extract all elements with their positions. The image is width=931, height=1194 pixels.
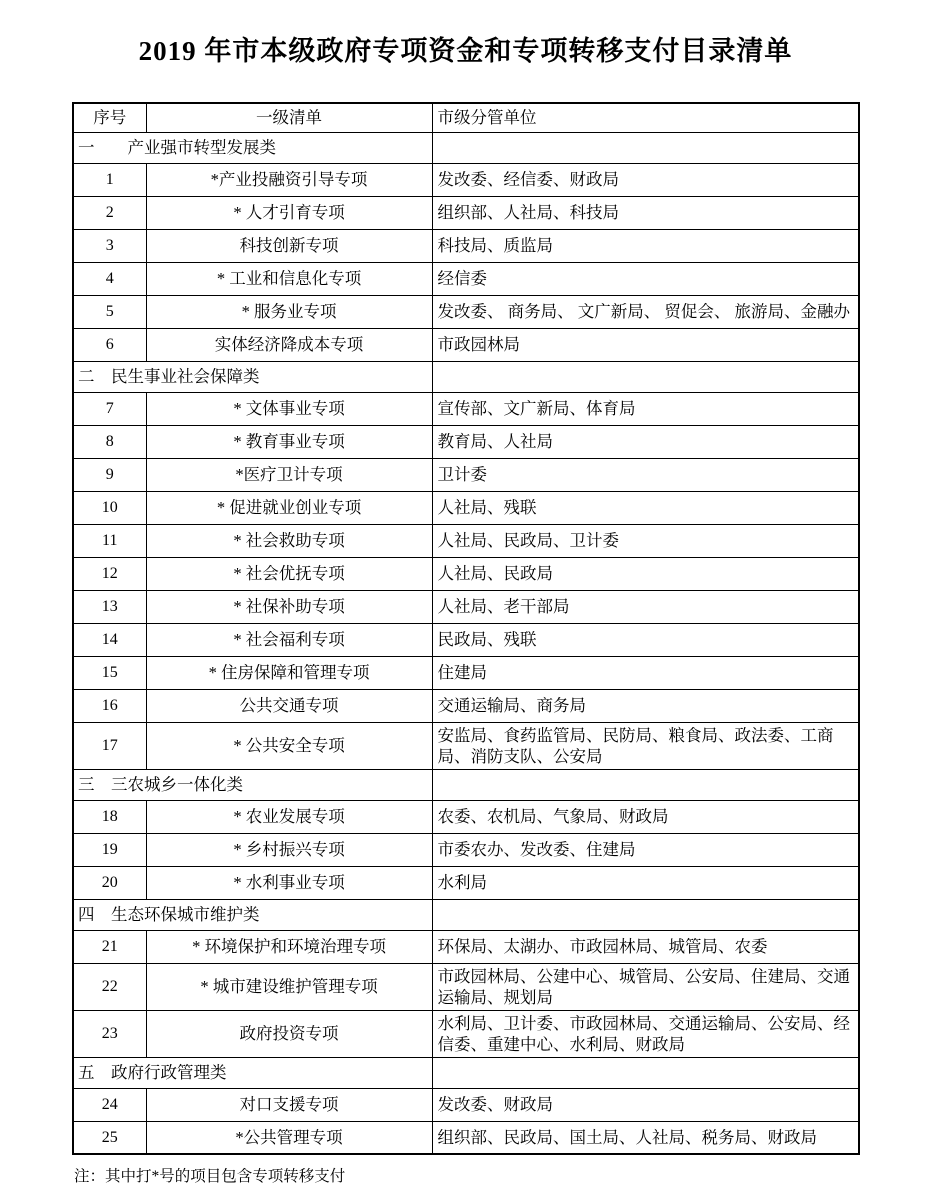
table-row — [73, 229, 859, 262]
table-row — [73, 328, 859, 361]
row-index: 20 — [73, 866, 146, 899]
table-header-row — [73, 103, 859, 132]
section-empty-cell — [432, 1057, 859, 1088]
row-index: 6 — [73, 328, 146, 361]
row-fund-name: * 社会优抚专项 — [146, 557, 432, 590]
row-fund-name: * 教育事业专项 — [146, 425, 432, 458]
footnote: 注：其中打*号的项目包含专项转移支付 — [74, 1168, 346, 1185]
row-fund-name: 实体经济降成本专项 — [146, 328, 432, 361]
row-fund-name: * 人才引育专项 — [146, 196, 432, 229]
section-empty-cell — [432, 899, 859, 930]
section-empty-cell — [432, 361, 859, 392]
row-fund-name: 科技创新专项 — [146, 229, 432, 262]
row-index: 15 — [73, 656, 146, 689]
table-body — [73, 132, 859, 1154]
row-fund-name: * 乡村振兴专项 — [146, 833, 432, 866]
row-fund-name: * 水利事业专项 — [146, 866, 432, 899]
row-index: 24 — [73, 1088, 146, 1121]
row-responsible-units: 人社局、民政局 — [432, 557, 859, 590]
table-row — [73, 623, 859, 656]
row-responsible-units: 水利局、卫计委、市政园林局、交通运输局、公安局、经信委、重建中心、水利局、财政局 — [432, 1010, 859, 1057]
row-index: 9 — [73, 458, 146, 491]
row-index: 1 — [73, 163, 146, 196]
row-fund-name: * 城市建设维护管理专项 — [146, 963, 432, 1010]
row-fund-name: * 社会福利专项 — [146, 623, 432, 656]
row-fund-name: * 服务业专项 — [146, 295, 432, 328]
table-row — [73, 833, 859, 866]
table-row — [73, 425, 859, 458]
row-responsible-units: 人社局、老干部局 — [432, 590, 859, 623]
section-row — [73, 361, 859, 392]
table-row — [73, 800, 859, 833]
page-title: 2019 年市本级政府专项资金和专项转移支付目录清单 — [138, 36, 793, 66]
table-row — [73, 196, 859, 229]
row-index: 7 — [73, 392, 146, 425]
table-row — [73, 866, 859, 899]
row-responsible-units: 市政园林局 — [432, 328, 859, 361]
row-fund-name: * 农业发展专项 — [146, 800, 432, 833]
row-index: 3 — [73, 229, 146, 262]
table-row — [73, 295, 859, 328]
table-row — [73, 557, 859, 590]
section-empty-cell — [432, 132, 859, 163]
row-index: 18 — [73, 800, 146, 833]
col-header-index: 序号 — [73, 103, 146, 132]
table-row — [73, 1010, 859, 1057]
row-fund-name: 政府投资专项 — [146, 1010, 432, 1057]
row-index: 11 — [73, 524, 146, 557]
row-responsible-units: 农委、农机局、气象局、财政局 — [432, 800, 859, 833]
row-index: 14 — [73, 623, 146, 656]
row-responsible-units: 组织部、人社局、科技局 — [432, 196, 859, 229]
row-responsible-units: 市政园林局、公建中心、城管局、公安局、住建局、交通运输局、规划局 — [432, 963, 859, 1010]
row-fund-name: * 促进就业创业专项 — [146, 491, 432, 524]
row-fund-name: * 公共安全专项 — [146, 722, 432, 769]
row-index: 25 — [73, 1121, 146, 1154]
table-row — [73, 722, 859, 769]
row-fund-name: *医疗卫计专项 — [146, 458, 432, 491]
row-responsible-units: 科技局、质监局 — [432, 229, 859, 262]
row-fund-name: *产业投融资引导专项 — [146, 163, 432, 196]
row-fund-name: * 社会救助专项 — [146, 524, 432, 557]
section-label: 二 民生事业社会保障类 — [73, 361, 432, 392]
row-responsible-units: 交通运输局、商务局 — [432, 689, 859, 722]
row-index: 5 — [73, 295, 146, 328]
row-index: 4 — [73, 262, 146, 295]
table-row — [73, 392, 859, 425]
row-responsible-units: 卫计委 — [432, 458, 859, 491]
row-responsible-units: 市委农办、发改委、住建局 — [432, 833, 859, 866]
row-index: 23 — [73, 1010, 146, 1057]
row-responsible-units: 人社局、民政局、卫计委 — [432, 524, 859, 557]
section-row — [73, 132, 859, 163]
section-row — [73, 899, 859, 930]
directory-table — [72, 102, 860, 1155]
row-index: 17 — [73, 722, 146, 769]
table-row — [73, 163, 859, 196]
row-responsible-units: 经信委 — [432, 262, 859, 295]
row-index: 12 — [73, 557, 146, 590]
row-fund-name: 公共交通专项 — [146, 689, 432, 722]
table-row — [73, 458, 859, 491]
row-fund-name: *公共管理专项 — [146, 1121, 432, 1154]
row-fund-name: * 环境保护和环境治理专项 — [146, 930, 432, 963]
row-fund-name: * 文体事业专项 — [146, 392, 432, 425]
row-responsible-units: 教育局、人社局 — [432, 425, 859, 458]
row-index: 2 — [73, 196, 146, 229]
row-fund-name: 对口支援专项 — [146, 1088, 432, 1121]
row-index: 19 — [73, 833, 146, 866]
row-index: 22 — [73, 963, 146, 1010]
row-responsible-units: 组织部、民政局、国土局、人社局、税务局、财政局 — [432, 1121, 859, 1154]
row-responsible-units: 安监局、食药监管局、民防局、粮食局、政法委、工商局、消防支队、公安局 — [432, 722, 859, 769]
row-responsible-units: 发改委、 商务局、 文广新局、 贸促会、 旅游局、金融办 — [432, 295, 859, 328]
table-row — [73, 262, 859, 295]
section-empty-cell — [432, 769, 859, 800]
section-label: 三 三农城乡一体化类 — [73, 769, 432, 800]
table-row — [73, 590, 859, 623]
row-responsible-units: 民政局、残联 — [432, 623, 859, 656]
section-row — [73, 1057, 859, 1088]
row-fund-name: * 住房保障和管理专项 — [146, 656, 432, 689]
section-label: 一 产业强市转型发展类 — [73, 132, 432, 163]
row-responsible-units: 水利局 — [432, 866, 859, 899]
row-index: 10 — [73, 491, 146, 524]
section-label: 四 生态环保城市维护类 — [73, 899, 432, 930]
section-label: 五 政府行政管理类 — [73, 1057, 432, 1088]
table-row — [73, 1088, 859, 1121]
row-fund-name: * 社保补助专项 — [146, 590, 432, 623]
col-header-list: 一级清单 — [146, 103, 432, 132]
table-row — [73, 656, 859, 689]
table-row — [73, 524, 859, 557]
row-index: 13 — [73, 590, 146, 623]
table-row — [73, 689, 859, 722]
section-row — [73, 769, 859, 800]
row-responsible-units: 人社局、残联 — [432, 491, 859, 524]
row-responsible-units: 宣传部、文广新局、体育局 — [432, 392, 859, 425]
table-row — [73, 930, 859, 963]
row-index: 8 — [73, 425, 146, 458]
row-index: 16 — [73, 689, 146, 722]
table-row — [73, 1121, 859, 1154]
col-header-unit: 市级分管单位 — [432, 103, 859, 132]
table-row — [73, 963, 859, 1010]
row-responsible-units: 环保局、太湖办、市政园林局、城管局、农委 — [432, 930, 859, 963]
row-responsible-units: 发改委、财政局 — [432, 1088, 859, 1121]
table-row — [73, 491, 859, 524]
row-fund-name: * 工业和信息化专项 — [146, 262, 432, 295]
row-responsible-units: 发改委、经信委、财政局 — [432, 163, 859, 196]
row-index: 21 — [73, 930, 146, 963]
row-responsible-units: 住建局 — [432, 656, 859, 689]
